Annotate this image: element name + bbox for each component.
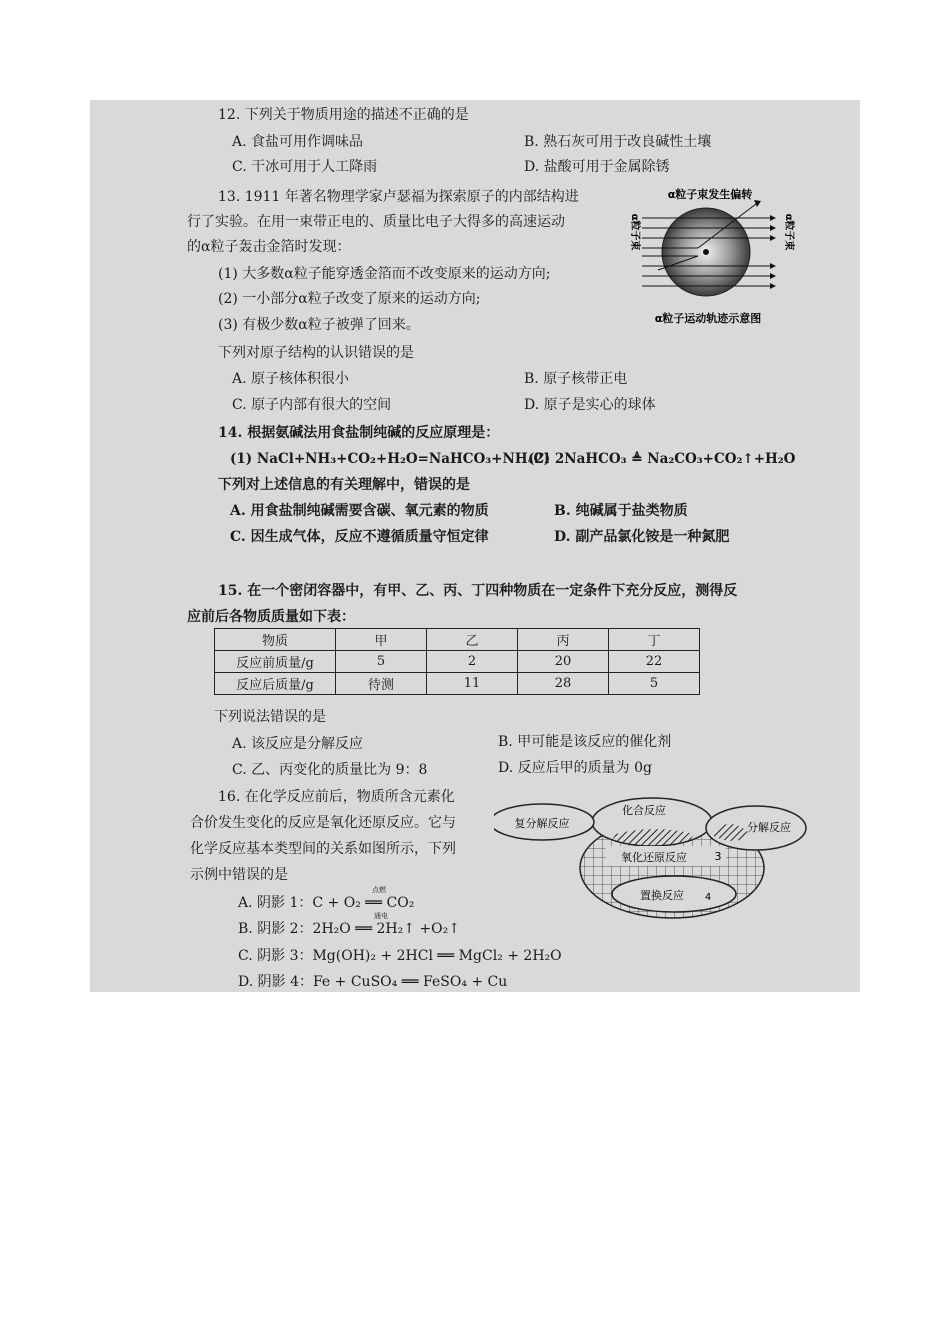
q13-line1: 13. 1911 年著名物理学家卢瑟福为探索原子的内部结构进 (218, 189, 579, 205)
q16-option-d: D. 阴影 4：Fe + CuSO₄ ══ FeSO₄ + Cu (238, 974, 508, 990)
q14-equation-1: (1) NaCl+NH₃+CO₂+H₂O=NaHCO₃+NH₄Cl (230, 451, 550, 467)
mass-table (214, 628, 700, 695)
table-cell: 28 (518, 673, 609, 695)
q14-ask: 下列对上述信息的有关理解中，错误的是 (218, 477, 470, 493)
table-row (215, 673, 700, 695)
q13-line3: 的α粒子轰击金箔时发现： (187, 239, 351, 255)
table-cell: 待测 (336, 673, 427, 695)
table-cell: 22 (609, 651, 700, 673)
left-beam-label: α粒子束 (629, 213, 640, 251)
exam-scan (90, 100, 860, 992)
shade-4-number: 4 (704, 892, 712, 903)
q16-option-a-condition: 点燃 (372, 886, 386, 894)
q16-line3: 化学反应基本类型间的关系如图所示，下列 (190, 841, 456, 857)
shade-3-number: 3 (714, 850, 722, 863)
alpha-beam-left-label (629, 214, 642, 251)
q13-option-b: B. 原子核带正电 (524, 371, 628, 387)
header-cell: 丁 (609, 629, 700, 651)
table-cell: 2 (427, 651, 518, 673)
q15-ask: 下列说法错误的是 (214, 709, 326, 725)
alpha-scattering-figure (618, 184, 798, 328)
right-beam-label: α粒子束 (783, 213, 794, 251)
header-cell: 乙 (427, 629, 518, 651)
q13-option-a: A. 原子核体积很小 (232, 371, 350, 387)
header-cell: 甲 (336, 629, 427, 651)
decomposition-label: 分解反应 (747, 821, 791, 834)
q15-option-b: B. 甲可能是该反应的催化剂 (498, 734, 672, 750)
q14-equation-2: (2) 2NaHCO₃ ≜ Na₂CO₃+CO₂↑+H₂O (528, 451, 796, 467)
q13-observation-1: (1) 大多数α粒子能穿透金箔而不改变原来的运动方向; (218, 266, 551, 282)
q15-option-d: D. 反应后甲的质量为 0g (498, 760, 652, 776)
q13-option-c: C. 原子内部有很大的空间 (232, 397, 392, 413)
q13-observation-2: (2) 一小部分α粒子改变了原来的运动方向; (218, 291, 481, 307)
q16-option-c: C. 阴影 3：Mg(OH)₂ + 2HCl ══ MgCl₂ + 2H₂O (238, 948, 562, 964)
table-cell: 反应前质量/g (215, 651, 336, 673)
q14-option-c: C. 因生成气体，反应不遵循质量守恒定律 (230, 529, 489, 545)
q16-line2: 合价发生变化的反应是氧化还原反应。它与 (190, 815, 456, 831)
nucleus (703, 249, 709, 255)
figure-top-label: α粒子束发生偏转 (667, 188, 753, 201)
q13-option-d: D. 原子是实心的球体 (524, 397, 656, 413)
header-cell: 丙 (518, 629, 609, 651)
table-cell: 11 (427, 673, 518, 695)
q13-line2: 行了实验。在用一束带正电的、质量比电子大得多的高速运动 (187, 214, 565, 230)
double-decomposition-label: 复分解反应 (514, 817, 570, 830)
q15-line1: 15. 在一个密闭容器中，有甲、乙、丙、丁四种物质在一定条件下充分反应，测得反 (218, 583, 738, 599)
q16-line4: 示例中错误的是 (190, 867, 288, 883)
q15-option-c: C. 乙、丙变化的质量比为 9：8 (232, 762, 428, 778)
q14-option-a: A. 用食盐制纯碱需要含碳、氧元素的物质 (230, 503, 489, 519)
reaction-types-diagram (494, 794, 812, 924)
q16-option-b: B. 阴影 2：2H₂O ══ 2H₂↑ +O₂↑ (238, 921, 460, 937)
q12-option-d: D. 盐酸可用于金属除锈 (524, 159, 670, 175)
q12-option-b: B. 熟石灰可用于改良碱性土壤 (524, 134, 712, 150)
q16-option-a: A. 阴影 1：C + O₂ ══ CO₂ (238, 895, 415, 911)
q15-option-a: A. 该反应是分解反应 (232, 736, 364, 752)
redox-label: 氧化还原反应 (621, 851, 687, 864)
table-row (215, 651, 700, 673)
q14-stem: 14. 根据氨碱法用食盐制纯碱的反应原理是： (218, 425, 500, 441)
table-cell: 反应后质量/g (215, 673, 336, 695)
replacement-label: 置换反应 (640, 889, 684, 902)
combination-label: 化合反应 (622, 804, 666, 817)
q14-option-d: D. 副产品氯化铵是一种氮肥 (554, 529, 730, 545)
table-cell: 5 (609, 673, 700, 695)
q15-line2: 应前后各物质质量如下表： (187, 609, 355, 625)
q12-option-c: C. 干冰可用于人工降雨 (232, 159, 378, 175)
q12-option-a: A. 食盐可用作调味品 (232, 134, 364, 150)
figure-caption: α粒子运动轨迹示意图 (654, 312, 762, 325)
header-cell: 物质 (215, 629, 336, 651)
q16-line1: 16. 在化学反应前后，物质所含元素化 (218, 789, 455, 805)
table-header-row (215, 629, 700, 651)
table-cell: 5 (336, 651, 427, 673)
q14-option-b: B. 纯碱属于盐类物质 (554, 503, 688, 519)
q16-option-b-condition: 通电 (374, 912, 388, 920)
table-cell: 20 (518, 651, 609, 673)
q13-observation-3: (3) 有极少数α粒子被弹了回来。 (218, 317, 420, 333)
q13-ask: 下列对原子结构的认识错误的是 (218, 345, 414, 361)
q12-stem: 12. 下列关于物质用途的描述不正确的是 (218, 107, 469, 123)
